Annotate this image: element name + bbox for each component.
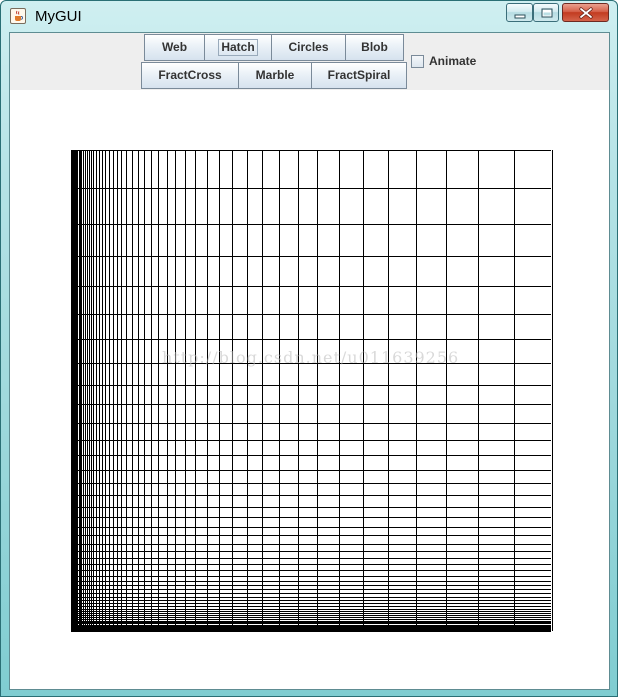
circles-button[interactable]	[271, 34, 346, 61]
content-pane	[9, 32, 610, 690]
drawing-canvas[interactable]	[10, 90, 609, 689]
web-button-label: Web	[161, 40, 188, 54]
web-button[interactable]	[144, 34, 205, 61]
minimize-button[interactable]	[506, 3, 533, 22]
watermark-text: http://blog.csdn.net/u011639256	[162, 348, 460, 367]
fractcross-button-label: FractCross	[158, 68, 222, 82]
button-panel	[10, 33, 609, 90]
circles-button-label: Circles	[288, 40, 329, 54]
animate-checkbox[interactable]	[411, 55, 424, 68]
window-title: MyGUI	[35, 8, 82, 25]
close-icon	[563, 4, 610, 23]
fractspiral-button[interactable]	[311, 62, 407, 89]
hatch-drawing	[10, 90, 609, 689]
java-cup-icon	[10, 8, 26, 24]
minimize-icon	[507, 4, 534, 23]
blob-button[interactable]	[345, 34, 404, 61]
marble-button[interactable]	[238, 62, 312, 89]
hatch-button[interactable]	[204, 34, 272, 61]
close-button[interactable]	[562, 3, 609, 22]
blob-button-label: Blob	[361, 40, 388, 54]
marble-button-label: Marble	[255, 68, 295, 82]
animate-label: Animate	[429, 54, 477, 68]
fractcross-button[interactable]	[141, 62, 239, 89]
fractspiral-button-label: FractSpiral	[327, 68, 391, 82]
hatch-button-label: Hatch	[221, 40, 255, 54]
maximize-button[interactable]	[533, 3, 559, 22]
title-bar[interactable]	[1, 1, 617, 33]
maximize-icon	[534, 4, 560, 23]
